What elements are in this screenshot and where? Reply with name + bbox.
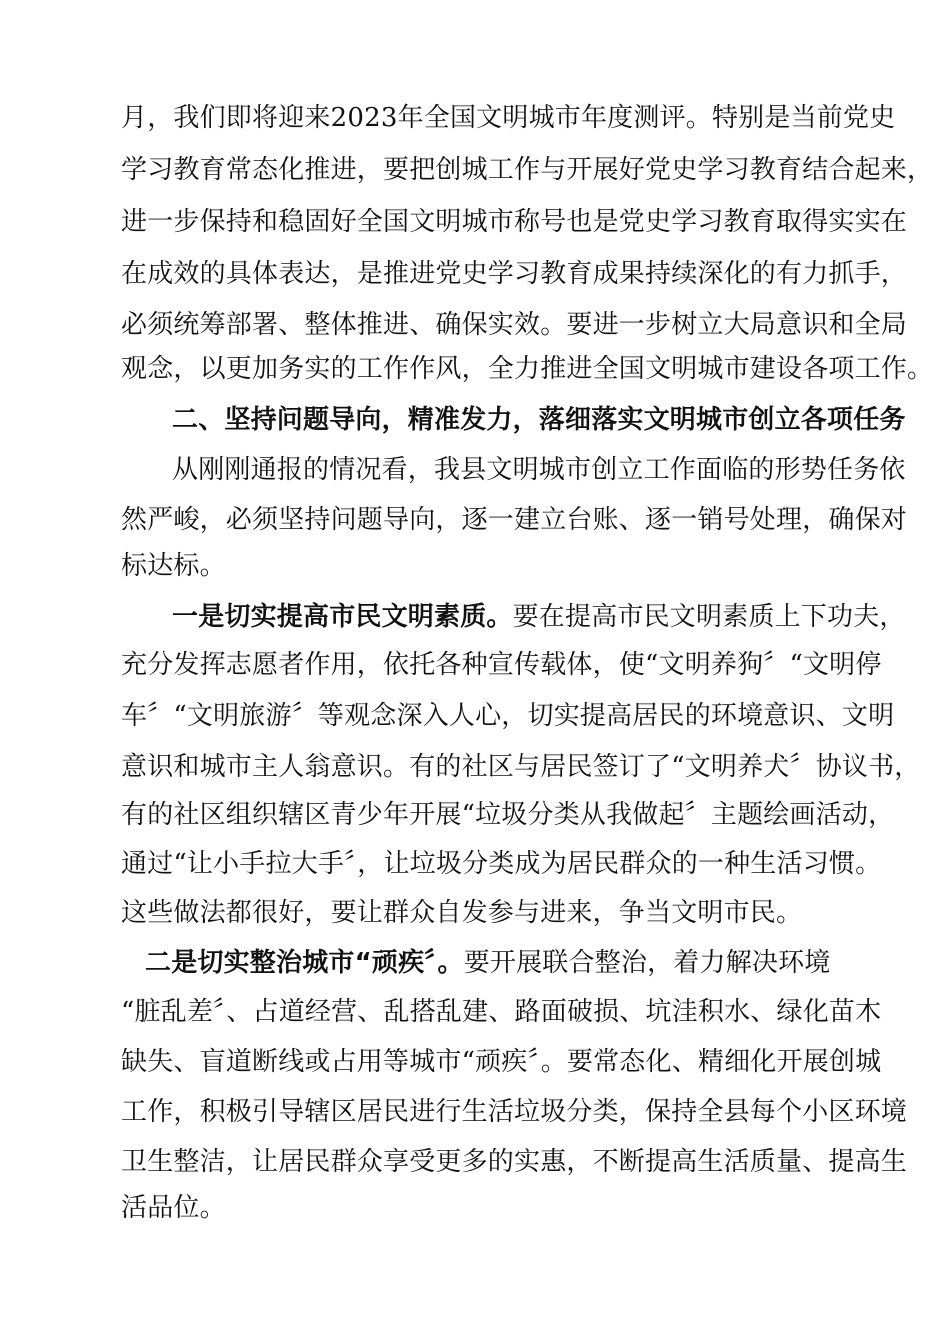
body-line: 在成效的具体表达，是推进党史学习教育成果持续深化的有力抓手， bbox=[121, 259, 908, 289]
body-line: 车〞“文明旅游〞等观念深入人心，切实提高居民的环境意识、文明 bbox=[121, 701, 895, 731]
body-line: 必须统筹部署、整体推进、确保实效。要进一步树立大局意识和全局 bbox=[121, 310, 908, 340]
body-line: 然严峻，必须坚持问题导向，逐一建立台账、逐一销号处理，确保对 bbox=[121, 505, 908, 535]
body-line: 缺失、盲道断线或占用等城市“顽疾〞。要常态化、精细化开展创城 bbox=[121, 1047, 882, 1077]
lead-in-bold: 二是切实整治城市“顽疾〞。 bbox=[145, 948, 464, 978]
body-line: 从刚刚通报的情况看，我县文明城市创立工作面临的形势任务依 bbox=[172, 455, 906, 485]
body-line: 工作，积极引导辖区居民进行生活垃圾分类，保持全县每个小区环境 bbox=[121, 1097, 908, 1127]
body-line: 通过“让小手拉大手〞，让垃圾分类成为居民群众的一种生活习惯。 bbox=[121, 849, 882, 879]
body-text: 要开展联合整治，着力解决环境 bbox=[463, 948, 831, 978]
body-line: 观念，以更加务实的工作作风，全力推进全国文明城市建设各项工作。 bbox=[121, 354, 934, 384]
body-line: 学习教育常态化推进，要把创城工作与开展好党史学习教育结合起来， bbox=[121, 155, 934, 185]
body-text: 要在提高市民文明素质上下功夫， bbox=[512, 602, 906, 632]
body-line: 卫生整洁，让居民群众享受更多的实惠，不断提高生活质量、提高生 bbox=[121, 1147, 908, 1177]
body-line: 有的社区组织辖区青少年开展“垃圾分类从我做起〞主题绘画活动， bbox=[121, 800, 895, 830]
body-line bbox=[172, 597, 932, 637]
body-line: 进一步保持和稳固好全国文明城市称号也是党史学习教育取得实实在 bbox=[121, 207, 908, 237]
body-line bbox=[145, 943, 905, 983]
body-line: 标达标。 bbox=[121, 551, 226, 581]
body-line: 充分发挥志愿者作用，依托各种宣传载体，使“文明养狗〞“文明停 bbox=[121, 650, 882, 680]
body-line: 意识和城市主人翁意识。有的社区与居民签订了“文明养犬〞协议书， bbox=[121, 752, 921, 782]
body-line: 活品位。 bbox=[121, 1193, 226, 1223]
section-heading: 二、坚持问题导向，精准发力，落细落实文明城市创立各项任务 bbox=[172, 405, 906, 435]
body-line: 月，我们即将迎来2023年全国文明城市年度测评。特别是当前党史 bbox=[121, 103, 896, 133]
body-line: “脏乱差〞、占道经营、乱搭乱建、路面破损、坑洼积水、绿化苗木 bbox=[121, 997, 882, 1027]
body-line: 这些做法都很好，要让群众自发参与进来，争当文明市民。 bbox=[121, 898, 803, 928]
lead-in-bold: 一是切实提高市民文明素质。 bbox=[172, 602, 513, 632]
